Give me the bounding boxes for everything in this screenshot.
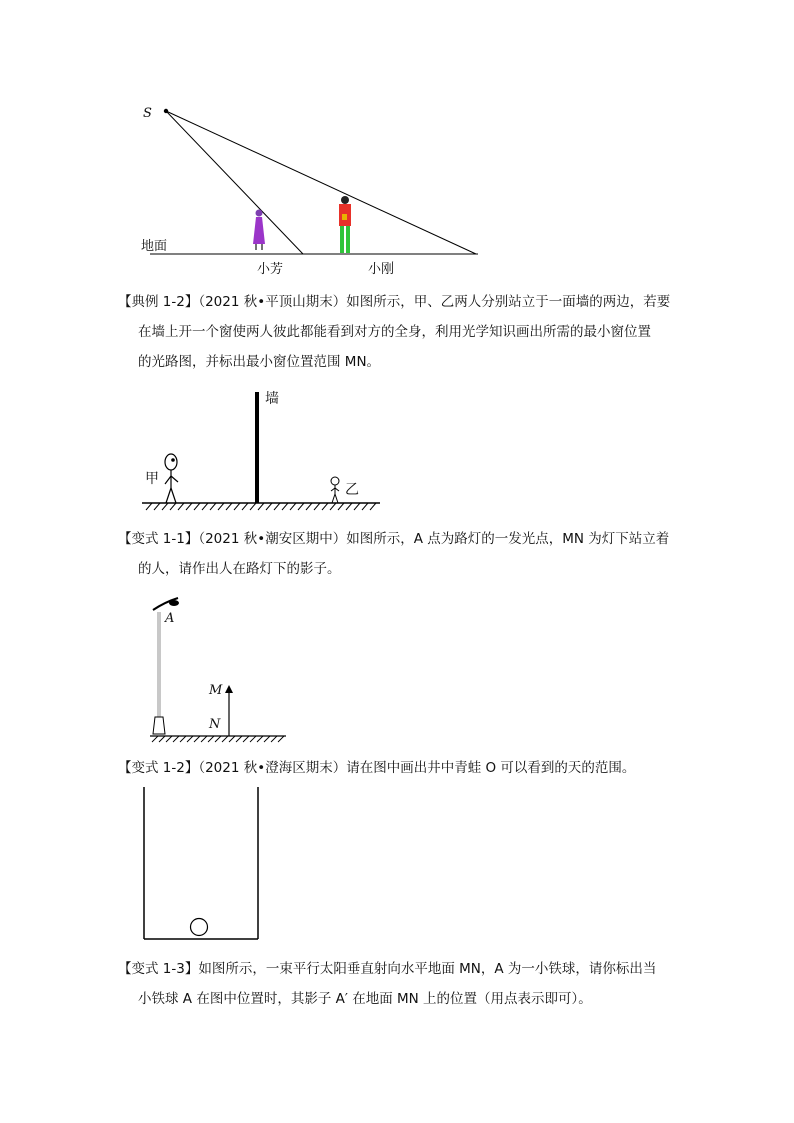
question-text-line: 如图所示，一束平行太阳垂直射向水平地面 MN，A 为一小铁球，请你标出当 (198, 961, 657, 977)
label-a: A (165, 611, 175, 626)
question-tag: 【变式 1-1】 (118, 531, 199, 547)
question-text-line: 的人，请作出人在路灯下的影子。 (138, 561, 341, 577)
label-ground: 地面 (141, 239, 168, 254)
label-s: S (143, 106, 152, 121)
question-tag: 【变式 1-2】 (118, 760, 199, 776)
label-jia: 甲 (145, 471, 159, 487)
label-xiaofang: 小芳 (257, 262, 284, 277)
question-bianshi-1-3 (118, 954, 678, 1014)
question-text-line: 如图所示，A 点为路灯的一发光点，MN 为灯下站立着 (346, 531, 670, 547)
label-yi: 乙 (345, 482, 359, 498)
question-source: （2021 秋•潮安区期中） (198, 531, 347, 547)
label-xiaogang: 小刚 (368, 262, 395, 277)
question-text-line: 的光路图，并标出最小窗位置范围 MN。 (138, 354, 381, 370)
label-wall: 墙 (265, 391, 279, 407)
question-text-line: 如图所示，甲、乙两人分别站立于一面墙的两边，若要 (346, 294, 671, 310)
label-n: N (209, 717, 221, 732)
question-tag: 【变式 1-3】 (118, 961, 199, 977)
question-source: （2021 秋•澄海区期末） (198, 760, 347, 776)
question-text-line: 小铁球 A 在图中位置时，其影子 A′ 在地面 MN 上的位置（用点表示即可）。 (138, 991, 592, 1007)
question-text-line: 请在图中画出井中青蛙 O 可以看到的天的范围。 (346, 760, 636, 776)
label-m: M (209, 683, 223, 698)
frog-o (191, 919, 208, 936)
question-tag: 【典例 1-2】 (118, 294, 199, 310)
question-source: （2021 秋•平顶山期末） (198, 294, 347, 310)
question-text-line: 在墙上开一个窗使两人彼此都能看到对方的全身，利用光学知识画出所需的最小窗位置 (138, 324, 651, 340)
